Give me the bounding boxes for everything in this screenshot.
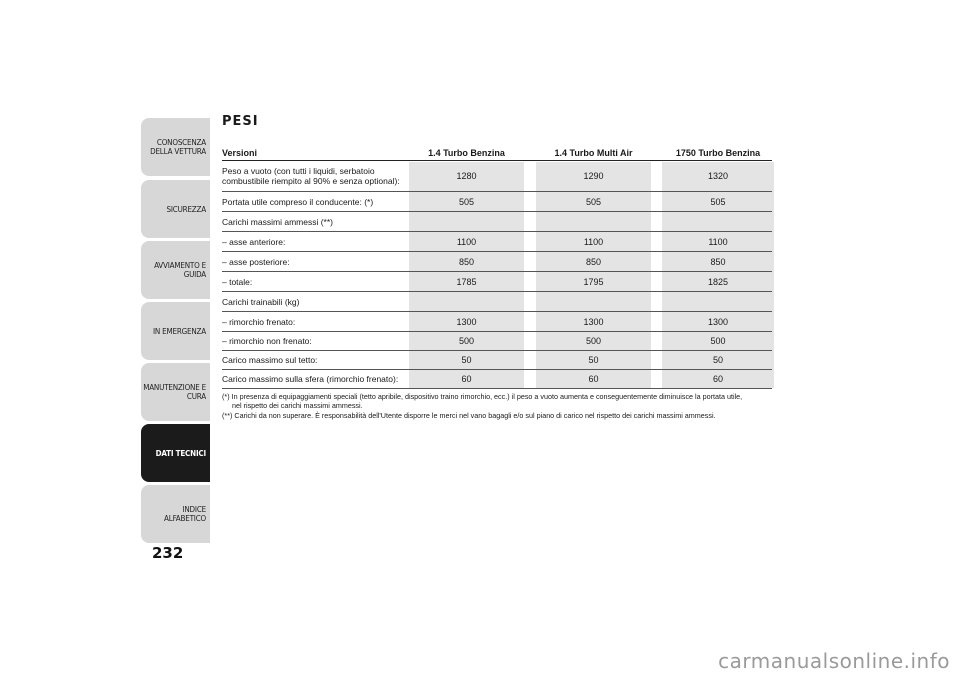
footnote-1 <box>222 392 782 410</box>
table-row <box>222 312 772 332</box>
row-value: 60 <box>461 374 472 384</box>
tab-emergenza[interactable]: IN EMERGENZA <box>141 302 210 360</box>
row-label: – rimorchio frenato: <box>222 316 296 327</box>
row-value: 60 <box>712 374 723 384</box>
row-label: – totale: <box>222 276 253 287</box>
header-col-3: 1750 Turbo Benzina <box>675 148 761 158</box>
row-value: 505 <box>710 196 726 207</box>
row-value: 50 <box>588 355 599 365</box>
row-value: 500 <box>710 336 726 346</box>
footnote-1-line-2: nel rispetto dei carichi massimi ammessi. <box>232 401 363 410</box>
row-value: 60 <box>588 374 599 384</box>
row-label: Carichi massimi ammessi (**) <box>222 216 333 227</box>
page-number: 232 <box>152 544 184 562</box>
tab-sicurezza[interactable]: SICUREZZA <box>141 180 210 238</box>
row-label: Peso a vuoto (con tutti i liquidi, serbatoio combustibile riempito al 90% e senza optional): <box>222 166 400 186</box>
table-row <box>222 212 772 232</box>
table-row <box>222 292 772 312</box>
table-row <box>222 192 772 212</box>
table-row <box>222 332 772 351</box>
row-value: 1100 <box>708 236 728 247</box>
row-value: 850 <box>710 256 726 267</box>
table-row <box>222 370 772 389</box>
section-title: PESI <box>222 114 259 129</box>
footnote-1-line-1: (*) In presenza di equipaggiamenti speciali (tetto apribile, dispositivo traino rimorchio, ecc.) il peso a vuoto aumenta e conseguentemente diminuisce la portata utile, <box>222 392 743 401</box>
weights-table <box>222 146 772 389</box>
row-value: 50 <box>712 355 723 365</box>
row-value: 1290 <box>583 171 604 181</box>
row-value: 1100 <box>583 236 604 247</box>
header-col-2: 1.4 Turbo Multi Air <box>554 148 633 158</box>
row-value: 505 <box>585 196 602 207</box>
row-value: 1100 <box>456 236 477 247</box>
table-row <box>222 161 772 192</box>
footnote-2: (**) Carichi da non superare. È responsabilità dell'Utente disporre le merci nel vano bagagli e/o sul piano di carico nel rispetto dei carichi massimi ammessi. <box>222 411 716 420</box>
table-row <box>222 272 772 292</box>
row-value: 850 <box>585 256 602 267</box>
row-label: – rimorchio non frenato: <box>222 336 312 346</box>
table-row <box>222 252 772 272</box>
table-row <box>222 232 772 252</box>
header-versioni: Versioni <box>222 148 258 158</box>
row-value: 1280 <box>456 171 477 181</box>
row-value: 1300 <box>583 316 604 327</box>
footnotes <box>222 392 782 421</box>
row-value: 50 <box>461 355 472 365</box>
table-header-row <box>222 146 772 161</box>
row-label: Carico massimo sul tetto: <box>222 355 318 365</box>
row-label: Carico massimo sulla sfera (rimorchio frenato): <box>222 374 399 384</box>
row-value: 1300 <box>707 316 729 327</box>
tab-conoscenza[interactable]: CONOSCENZA DELLA VETTURA <box>141 118 210 176</box>
row-label: – asse anteriore: <box>222 236 286 247</box>
header-col-1: 1.4 Turbo Benzina <box>428 148 505 158</box>
row-value: 500 <box>585 336 602 346</box>
row-label: Portata utile compreso il conducente: (*) <box>222 196 374 207</box>
row-value: 505 <box>458 196 475 207</box>
row-value: 1825 <box>707 276 729 287</box>
tab-manutenzione[interactable]: MANUTENZIONE E CURA <box>141 363 210 421</box>
row-value: 1320 <box>707 171 729 181</box>
row-value: 1785 <box>456 276 477 287</box>
tab-avviamento[interactable]: AVVIAMENTO E GUIDA <box>141 241 210 299</box>
tab-indice[interactable]: INDICE ALFABETICO <box>141 485 210 543</box>
row-value: 1300 <box>456 316 477 327</box>
tab-dati-tecnici[interactable]: DATI TECNICI <box>141 424 210 482</box>
watermark: carmanualsonline.info <box>718 649 950 673</box>
row-label: – asse posteriore: <box>222 256 290 267</box>
row-label: Carichi trainabili (kg) <box>222 296 300 307</box>
table-row <box>222 351 772 370</box>
row-value: 500 <box>458 336 475 346</box>
row-value: 850 <box>458 256 475 267</box>
row-value: 1795 <box>583 276 604 287</box>
